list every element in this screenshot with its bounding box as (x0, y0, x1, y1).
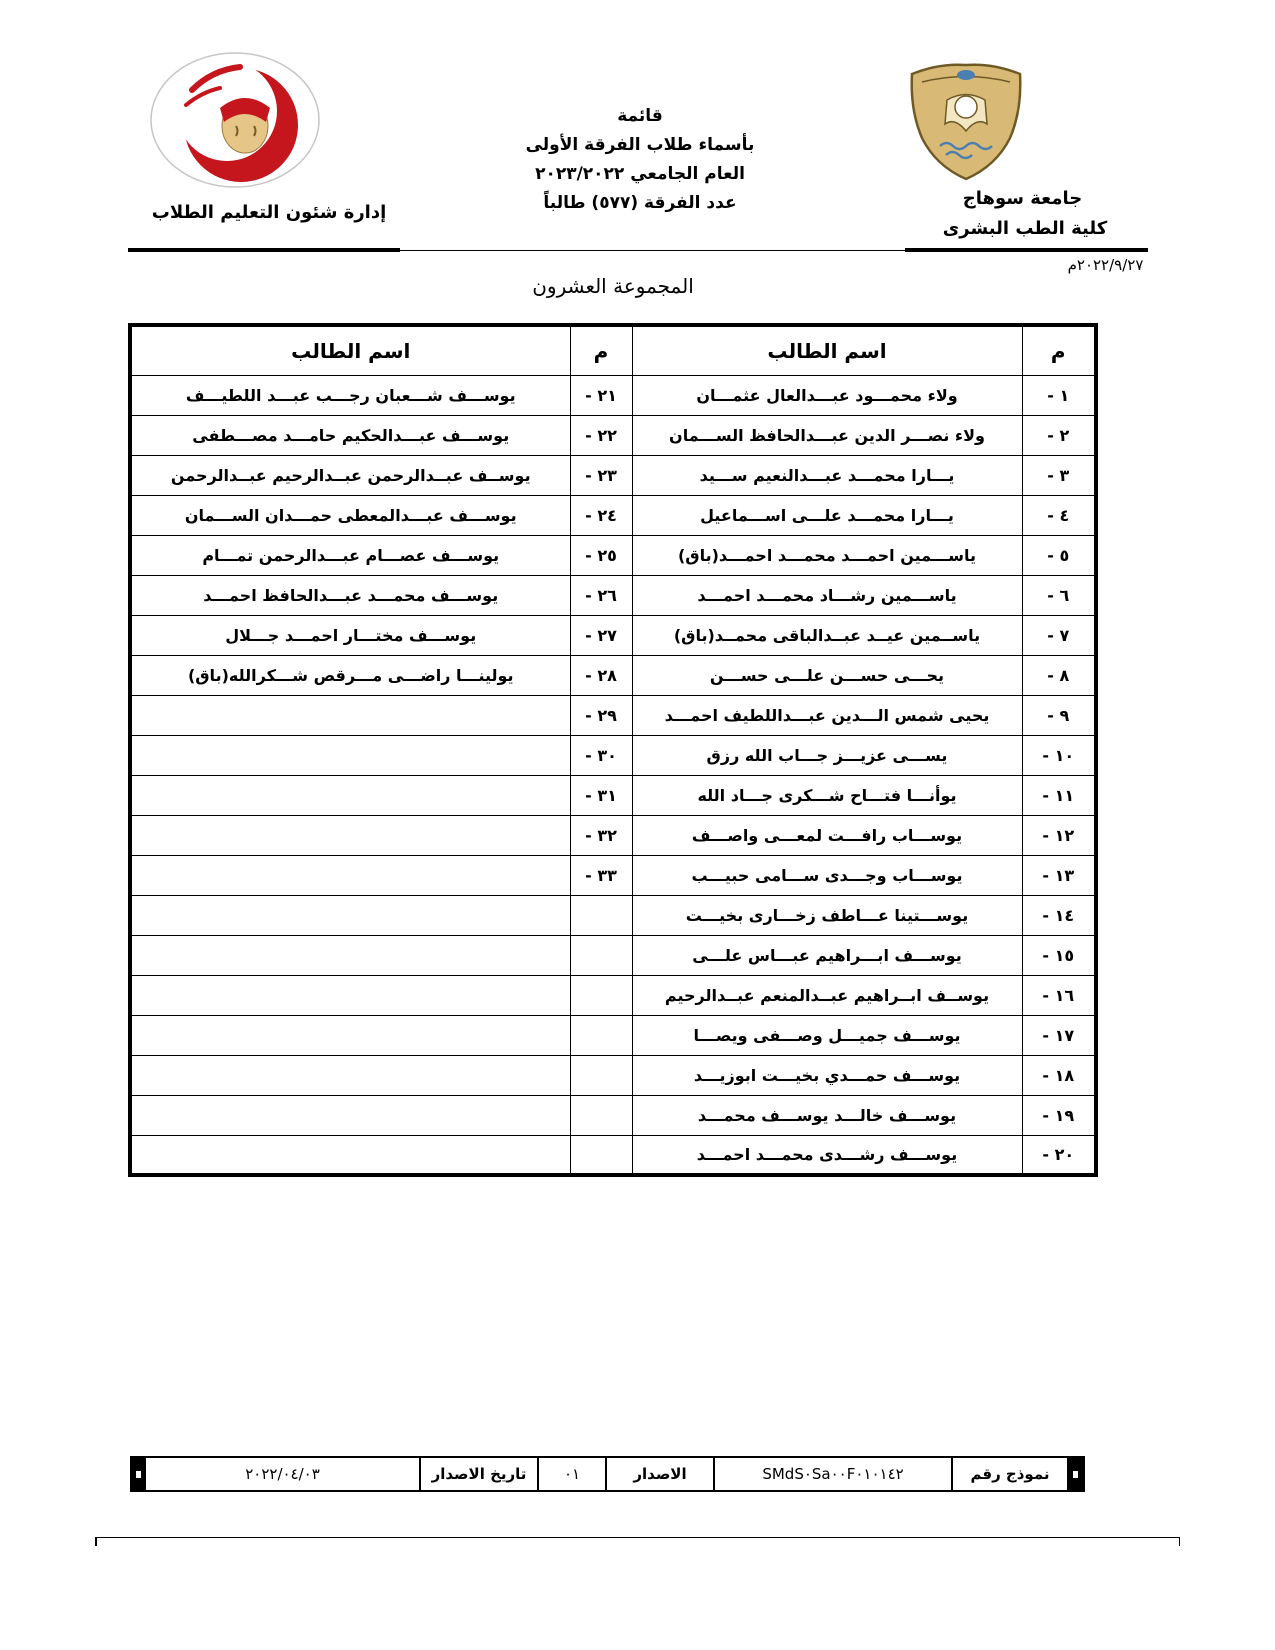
student-name-left (130, 1095, 570, 1135)
student-name-left (130, 695, 570, 735)
student-number-right: ١١ - (1022, 775, 1096, 815)
student-name-right: ولاء نصـــر الدين عبـــدالحافظ الســـمان (632, 415, 1022, 455)
student-number-right: ٦ - (1022, 575, 1096, 615)
student-name-left: يوســف عبــدالرحمن عبــدالرحيم عبــدالرحمن (130, 455, 570, 495)
student-row (130, 775, 1096, 815)
sohag-university-emblem (902, 58, 1030, 184)
issue-date-value: ٢٠٢٢/٠٤/٠٣ (146, 1458, 421, 1490)
student-name-right: يحـــى حســـن علـــى حســـن (632, 655, 1022, 695)
issue-date-label: تاريخ الاصدار (421, 1458, 539, 1490)
header-divider-right (905, 248, 1148, 252)
student-number-left (570, 1095, 632, 1135)
student-name-left (130, 1135, 570, 1175)
student-row (130, 495, 1096, 535)
student-number-left: ٢٧ - (570, 615, 632, 655)
student-number-left: ٢٦ - (570, 575, 632, 615)
student-number-left: ٢٢ - (570, 415, 632, 455)
student-number-right: ٩ - (1022, 695, 1096, 735)
student-name-right: يـــارا محمـــد عبـــدالنعيم ســـيد (632, 455, 1022, 495)
student-name-right: يوســـف خالـــد يوســـف محمـــد (632, 1095, 1022, 1135)
student-name-right: يوســـف حمـــدي بخيـــت ابوزيـــد (632, 1055, 1022, 1095)
student-row (130, 895, 1096, 935)
student-number-left (570, 1055, 632, 1095)
student-number-right: ١٤ - (1022, 895, 1096, 935)
footer-end-cap-left (132, 1458, 146, 1490)
student-number-right: ١٢ - (1022, 815, 1096, 855)
footer-end-cap-right (1069, 1458, 1083, 1490)
student-number-left: ٣١ - (570, 775, 632, 815)
student-name-left: يوســـف مختـــار احمـــد جـــلال (130, 615, 570, 655)
student-name-right: يوســـتينا عـــاطف زخـــارى بخيـــت (632, 895, 1022, 935)
student-row (130, 375, 1096, 415)
student-name-left: يوســـف عصـــام عبـــدالرحمن تمـــام (130, 535, 570, 575)
issue-label: الاصدار (607, 1458, 715, 1490)
student-name-left: يوســـف عبـــدالمعطى حمـــدان الســـمان (130, 495, 570, 535)
student-row (130, 535, 1096, 575)
student-number-left: ٢٤ - (570, 495, 632, 535)
page-bottom-rule (95, 1537, 1180, 1538)
university-name: جامعة سوهاج (962, 188, 1083, 209)
student-number-right: ١٦ - (1022, 975, 1096, 1015)
student-row (130, 1135, 1096, 1175)
student-name-right: ياســـمين رشـــاد محمـــد احمـــد (632, 575, 1022, 615)
student-number-left: ٢٩ - (570, 695, 632, 735)
col-header-name-left: اسم الطالب (130, 325, 570, 375)
student-row (130, 855, 1096, 895)
student-number-left (570, 1135, 632, 1175)
form-number-value: SMdS٠Sa٠٠F٠١٠١٤٢ (715, 1458, 953, 1490)
header-divider-left (128, 248, 400, 252)
student-number-right: ١ - (1022, 375, 1096, 415)
student-number-right: ١٣ - (1022, 855, 1096, 895)
student-number-right: ١٩ - (1022, 1095, 1096, 1135)
student-name-left: يولينـــا راضـــى مـــرقص شـــكرالله(باق) (130, 655, 570, 695)
student-name-left (130, 735, 570, 775)
student-name-right: يوســف ابــراهيم عبــدالمنعم عبــدالرحيم (632, 975, 1022, 1015)
student-name-left (130, 935, 570, 975)
students-table (128, 323, 1098, 1177)
student-name-right: ولاء محمـــود عبـــدالعال عثمـــان (632, 375, 1022, 415)
student-name-left (130, 775, 570, 815)
student-number-left (570, 895, 632, 935)
col-header-num-left: م (570, 325, 632, 375)
student-name-left (130, 1055, 570, 1095)
student-row (130, 695, 1096, 735)
students-table-body (130, 375, 1096, 1175)
student-name-left (130, 975, 570, 1015)
student-number-right: ١٧ - (1022, 1015, 1096, 1055)
student-name-left: يوســـف عبـــدالحكيم حامـــد مصـــطفى (130, 415, 570, 455)
form-footer (130, 1456, 1085, 1492)
issue-value: ٠١ (539, 1458, 607, 1490)
student-name-left: يوســـف شـــعبان رجـــب عبـــد اللطيـــف (130, 375, 570, 415)
student-name-right: يحيى شمس الـــدين عبـــداللطيف احمـــد (632, 695, 1022, 735)
student-name-right: يســـى عزيـــز جـــاب الله رزق (632, 735, 1022, 775)
student-name-left (130, 855, 570, 895)
student-number-left (570, 935, 632, 975)
student-number-left: ٣٢ - (570, 815, 632, 855)
student-number-left (570, 975, 632, 1015)
student-row (130, 935, 1096, 975)
student-number-left: ٢٨ - (570, 655, 632, 695)
title-line-3: العام الجامعي ٢٠٢٣/٢٠٢٢ (535, 164, 745, 184)
student-name-right: يـــارا محمـــد علـــى اســـماعيل (632, 495, 1022, 535)
student-number-right: ٣ - (1022, 455, 1096, 495)
student-row (130, 975, 1096, 1015)
student-number-right: ٢٠ - (1022, 1135, 1096, 1175)
student-name-left (130, 815, 570, 855)
student-row (130, 615, 1096, 655)
document-title-block (400, 102, 880, 218)
table-header-row (130, 325, 1096, 375)
student-number-left: ٣٠ - (570, 735, 632, 775)
student-number-left: ٣٣ - (570, 855, 632, 895)
student-number-right: ٢ - (1022, 415, 1096, 455)
student-number-right: ٧ - (1022, 615, 1096, 655)
student-number-right: ١٠ - (1022, 735, 1096, 775)
form-number-label: نموذج رقم (953, 1458, 1069, 1490)
student-name-left (130, 1015, 570, 1055)
student-name-right: ياســمين عيــد عبــدالباقى محمــد(باق) (632, 615, 1022, 655)
student-number-left: ٢٣ - (570, 455, 632, 495)
student-row (130, 655, 1096, 695)
student-number-left: ٢٥ - (570, 535, 632, 575)
group-title: المجموعة العشرون (532, 274, 694, 298)
student-number-right: ٤ - (1022, 495, 1096, 535)
title-line-1: قائمة (617, 106, 663, 126)
student-row (130, 1015, 1096, 1055)
admin-department-label: إدارة شئون التعليم الطلاب (151, 202, 387, 223)
student-name-right: يوأنـــا فتـــاح شـــكرى جـــاد الله (632, 775, 1022, 815)
student-row (130, 575, 1096, 615)
student-number-right: ١٨ - (1022, 1055, 1096, 1095)
student-name-left (130, 895, 570, 935)
col-header-name-right: اسم الطالب (632, 325, 1022, 375)
student-number-right: ١٥ - (1022, 935, 1096, 975)
student-name-right: يوســـف ابـــراهيم عبـــاس علـــى (632, 935, 1022, 975)
title-line-2: بأسماء طلاب الفرقة الأولى (525, 135, 755, 155)
student-number-left (570, 1015, 632, 1055)
student-name-right: يوســـاب وجـــدى ســـامى حبيـــب (632, 855, 1022, 895)
faculty-medicine-logo (148, 50, 323, 190)
faculty-name: كلية الطب البشرى (942, 218, 1108, 239)
student-number-right: ٥ - (1022, 535, 1096, 575)
document-date: ٢٠٢٢/٩/٢٧م (1067, 256, 1144, 274)
student-name-right: يوســـاب رافـــت لمعـــى واصـــف (632, 815, 1022, 855)
student-name-right: ياســـمين احمـــد محمـــد احمـــد(باق) (632, 535, 1022, 575)
student-row (130, 815, 1096, 855)
student-row (130, 1095, 1096, 1135)
student-name-left: يوســـف محمـــد عبـــدالحافظ احمـــد (130, 575, 570, 615)
student-name-right: يوســـف رشـــدى محمـــد احمـــد (632, 1135, 1022, 1175)
title-line-4: عدد الفرقة (٥٧٧) طالباً (543, 193, 737, 213)
student-row (130, 735, 1096, 775)
col-header-num-right: م (1022, 325, 1096, 375)
student-name-right: يوســـف جميـــل وصـــفى ويصـــا (632, 1015, 1022, 1055)
student-number-right: ٨ - (1022, 655, 1096, 695)
student-row (130, 1055, 1096, 1095)
student-row (130, 455, 1096, 495)
student-number-left: ٢١ - (570, 375, 632, 415)
student-row (130, 415, 1096, 455)
